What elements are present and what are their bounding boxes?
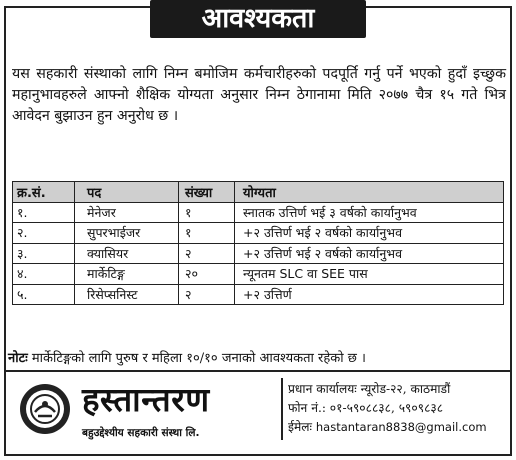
cell-qualification: स्नातक उत्तिर्ण भई ३ वर्षको कार्यानुभव xyxy=(235,202,504,223)
table-header-row xyxy=(13,182,504,203)
note-text: मार्केटिङ्गको लागि पुरुष र महिला १०/१० जनाको आवश्यकता रहेको छ । xyxy=(27,351,366,366)
intro-paragraph: यस सहकारी संस्थाको लागि निम्न बमोजिम कर्मचारीहरुको पदपूर्ति गर्नु पर्ने भएको हुदाँ इच्छुक महानुभावहरुले आफ्नो शैक्षिक योग्यता अनुसार निम्न ठेगानामा मिति २०७७ चैत्र १५ गते भित्र आवेदन बुझाउन हुन अनुरोध छ । xyxy=(12,66,506,124)
office-address: प्रधान कार्यालयः न्यूरोड-२२, काठमाडौं xyxy=(288,382,451,396)
cell-serial: १. xyxy=(13,202,75,223)
header-post: पद xyxy=(75,182,179,203)
cell-count: २० xyxy=(179,264,235,285)
cell-post: मार्केटिङ्ग xyxy=(75,264,179,285)
cooperative-emblem-icon xyxy=(18,382,72,436)
email-address[interactable]: hastantaran8838@gmail.com xyxy=(315,420,487,434)
cell-qualification: न्यूनतम SLC वा SEE पास xyxy=(235,264,504,285)
note-label: नोटः xyxy=(8,351,28,366)
notice-title: आवश्यकता xyxy=(150,0,366,38)
email-line xyxy=(288,418,510,437)
org-name: हस्तान्तरण xyxy=(82,380,210,419)
email-label: ईमेलः xyxy=(288,420,316,434)
footer-divider xyxy=(4,370,512,372)
phone-numbers: फोन नं.: ०१-५९०८८३८, ५९०९८३८ xyxy=(288,401,444,415)
cell-serial: २. xyxy=(13,223,75,244)
header-serial: क्र.सं. xyxy=(13,182,75,203)
cell-post: रिसेप्सनिस्ट xyxy=(75,284,179,305)
cell-count: २ xyxy=(179,243,235,264)
cell-qualification: +२ उत्तिर्ण भई २ वर्षको कार्यानुभव xyxy=(235,243,504,264)
cell-count: २ xyxy=(179,284,235,305)
table-row xyxy=(13,202,504,223)
header-count: संख्या xyxy=(179,182,235,203)
table-row xyxy=(13,243,504,264)
vacancy-table xyxy=(12,181,504,305)
cell-qualification: +२ उत्तिर्ण भई २ वर्षको कार्यानुभव xyxy=(235,223,504,244)
cell-serial: ४. xyxy=(13,264,75,285)
table-row xyxy=(13,264,504,285)
cell-post: सुपरभाईजर xyxy=(75,223,179,244)
table-row xyxy=(13,284,504,305)
footer-vertical-divider xyxy=(281,378,283,440)
header-qualification: योग्यता xyxy=(235,182,504,203)
cell-serial: ५. xyxy=(13,284,75,305)
note-line xyxy=(8,350,508,368)
cell-serial: ३. xyxy=(13,243,75,264)
org-subtitle: बहुउद्देश्यीय सहकारी संस्था लि. xyxy=(82,427,200,439)
cell-post: मेनेजर xyxy=(75,202,179,223)
table-row xyxy=(13,223,504,244)
contact-block xyxy=(288,380,510,437)
cell-qualification: +२ उत्तिर्ण xyxy=(235,284,504,305)
cell-count: १ xyxy=(179,223,235,244)
cell-count: १ xyxy=(179,202,235,223)
cell-post: क्यासियर xyxy=(75,243,179,264)
